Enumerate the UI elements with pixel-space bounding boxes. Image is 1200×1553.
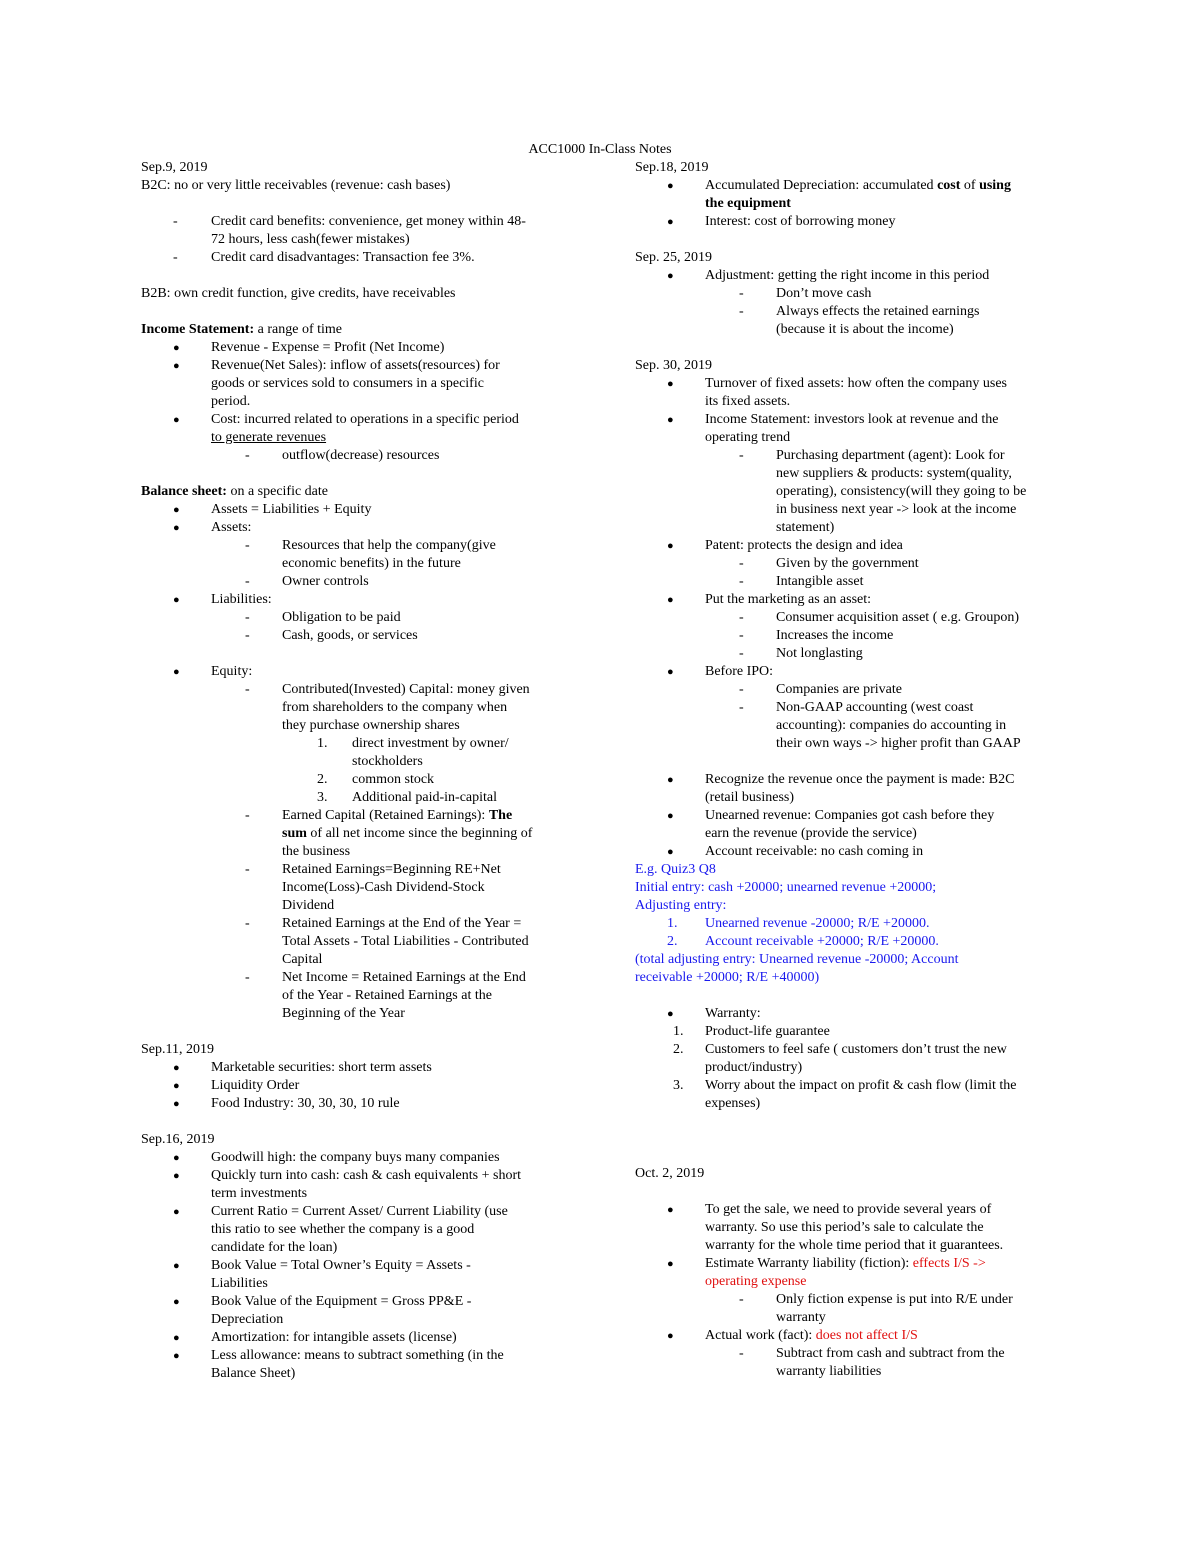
list-item-cont: accounting): companies do accounting in <box>776 718 1007 733</box>
list-item-cont: warranty liabilities <box>776 1364 882 1379</box>
date-heading: Sep.18, 2019 <box>635 160 709 175</box>
list-item: - Retained Earnings at the End of the Year = <box>245 916 522 931</box>
list-item: - Don’t move cash <box>739 286 872 301</box>
list-item: - Credit card benefits: convenience, get money within 48- <box>173 214 526 229</box>
date-heading: Sep.16, 2019 <box>141 1132 215 1147</box>
list-item: ● Book Value = Total Owner’s Equity = Assets - <box>173 1258 471 1273</box>
list-item-cont: operating), consistency(will they going to be <box>776 484 1027 499</box>
list-item-cont: Income(Loss)-Cash Dividend-Stock <box>282 880 485 895</box>
list-item: - Cash, goods, or services <box>245 628 418 643</box>
list-item-cont: this ratio to see whether the company is a good <box>211 1222 475 1237</box>
list-item: ● Less allowance: means to subtract something (in the <box>173 1348 504 1363</box>
list-item: ● Interest: cost of borrowing money <box>667 214 896 229</box>
list-item-cont: they purchase ownership shares <box>282 718 460 733</box>
list-item: ● Warranty: <box>667 1006 761 1021</box>
list-item: - Net Income = Retained Earnings at the End <box>245 970 526 985</box>
list-item: ● Put the marketing as an asset: <box>667 592 872 607</box>
list-item: - Credit card disadvantages: Transaction fee 3%. <box>173 250 475 265</box>
list-item-cont: term investments <box>211 1186 308 1201</box>
list-item: ● To get the sale, we need to provide several years of <box>667 1202 992 1217</box>
list-item: - Non-GAAP accounting (west coast <box>739 700 974 715</box>
list-item: - Obligation to be paid <box>245 610 401 625</box>
list-item-cont: Dividend <box>282 898 335 913</box>
list-item: ● Cost: incurred related to operations in a specific period <box>173 412 519 427</box>
section-heading: Income Statement: a range of time <box>141 322 342 337</box>
list-item: ● Amortization: for intangible assets (license) <box>173 1330 457 1345</box>
list-item: - Increases the income <box>739 628 894 643</box>
numbered-item: 2. common stock <box>317 772 435 787</box>
list-item: ● Assets: <box>173 520 252 535</box>
list-item-cont: Liabilities <box>211 1276 268 1291</box>
list-item-cont: Depreciation <box>211 1312 284 1327</box>
date-heading: Sep.9, 2019 <box>141 160 208 175</box>
list-item: - Owner controls <box>245 574 369 589</box>
numbered-item: 2. Customers to feel safe ( customers don’t trust the new <box>673 1042 1007 1057</box>
numbered-item-cont: product/industry) <box>705 1060 803 1075</box>
list-item-cont: Total Assets - Total Liabilities - Contributed <box>282 934 529 949</box>
list-item: - Resources that help the company(give <box>245 538 496 553</box>
list-item-cont: period. <box>211 394 251 409</box>
list-item-cont: Capital <box>282 952 323 967</box>
list-item: ● Actual work (fact): does not affect I/S <box>667 1328 918 1343</box>
example-heading: E.g. Quiz3 Q8 <box>635 862 716 877</box>
left-column <box>141 159 581 1383</box>
list-item-cont: goods or services sold to consumers in a specific <box>211 376 484 391</box>
list-item: ● Income Statement: investors look at revenue and the <box>667 412 999 427</box>
list-item: ● Liabilities: <box>173 592 272 607</box>
numbered-item: 3. Worry about the impact on profit & cash flow (limit the <box>673 1078 1017 1093</box>
numbered-item: 1. Product-life guarantee <box>673 1024 830 1039</box>
list-item: ● Marketable securities: short term assets <box>173 1060 432 1075</box>
list-item: ● Goodwill high: the company buys many companies <box>173 1150 500 1165</box>
date-heading: Sep.11, 2019 <box>141 1042 214 1057</box>
list-item: ● Unearned revenue: Companies got cash before they <box>667 808 995 823</box>
date-heading: Oct. 2, 2019 <box>635 1166 705 1181</box>
note-line: B2C: no or very little receivables (revenue: cash bases) <box>141 178 451 193</box>
list-item-cont: Balance Sheet) <box>211 1366 296 1381</box>
list-item-cont: operating trend <box>705 430 791 445</box>
list-item-cont: new suppliers & products: system(quality, <box>776 466 1012 481</box>
list-item: ● Revenue - Expense = Profit (Net Income) <box>173 340 445 355</box>
list-item-cont: earn the revenue (provide the service) <box>705 826 917 841</box>
numbered-item: 1. direct investment by owner/ <box>317 736 509 751</box>
list-item-cont: warranty for the whole time period that it guarantees. <box>705 1238 1004 1253</box>
list-item: ● Equity: <box>173 664 253 679</box>
list-item-cont: in business next year -> look at the income <box>776 502 1017 517</box>
list-item-cont: candidate for the loan) <box>211 1240 338 1255</box>
list-item: ● Adjustment: getting the right income in this period <box>667 268 990 283</box>
list-item: - Intangible asset <box>739 574 864 589</box>
list-item: ● Account receivable: no cash coming in <box>667 844 924 859</box>
section-heading: Balance sheet: on a specific date <box>141 484 328 499</box>
page-title: ACC1000 In-Class Notes <box>528 142 672 157</box>
example-line: receivable +20000; R/E +40000) <box>635 970 820 985</box>
list-item: ● Current Ratio = Current Asset/ Current Liability (use <box>173 1204 508 1219</box>
numbered-item: 3. Additional paid-in-capital <box>317 790 498 805</box>
date-heading: Sep. 30, 2019 <box>635 358 712 373</box>
list-item-cont: to generate revenues <box>211 430 327 445</box>
list-item: ● Before IPO: <box>667 664 774 679</box>
list-item-cont: from shareholders to the company when <box>282 700 508 715</box>
list-item-cont: the business <box>282 844 351 859</box>
example-line: (total adjusting entry: Unearned revenue -20000; Account <box>635 952 959 967</box>
list-item: - Not longlasting <box>739 646 863 661</box>
list-item-cont: operating expense <box>705 1274 807 1289</box>
date-heading: Sep. 25, 2019 <box>635 250 712 265</box>
list-item: - Contributed(Invested) Capital: money given <box>245 682 530 697</box>
list-item: - Earned Capital (Retained Earnings): The <box>245 808 513 823</box>
list-item: - Given by the government <box>739 556 919 571</box>
list-item-cont: (retail business) <box>705 790 795 805</box>
list-item: ● Patent: protects the design and idea <box>667 538 903 553</box>
list-item-cont: statement) <box>776 520 835 535</box>
list-item-cont: sum of all net income since the beginning of <box>282 826 533 841</box>
list-item: - Companies are private <box>739 682 902 697</box>
numbered-item: 1. Unearned revenue -20000; R/E +20000. <box>667 916 930 931</box>
list-item: - Consumer acquisition asset ( e.g. Groupon) <box>739 610 1020 625</box>
list-item: ● Quickly turn into cash: cash & cash equivalents + short <box>173 1168 521 1183</box>
list-item: - outflow(decrease) resources <box>245 448 440 463</box>
list-item-cont: Beginning of the Year <box>282 1006 405 1021</box>
list-item: ● Liquidity Order <box>173 1078 300 1093</box>
list-item: ● Recognize the revenue once the payment is made: B2C <box>667 772 1015 787</box>
right-column <box>635 159 1065 1381</box>
list-item-cont: its fixed assets. <box>705 394 791 409</box>
list-item-cont: (because it is about the income) <box>776 322 954 337</box>
example-line: Initial entry: cash +20000; unearned revenue +20000; <box>635 880 937 895</box>
list-item: - Subtract from cash and subtract from the <box>739 1346 1005 1361</box>
list-item-cont: the equipment <box>705 196 791 211</box>
list-item-cont: 72 hours, less cash(fewer mistakes) <box>211 232 410 247</box>
list-item: - Retained Earnings=Beginning RE+Net <box>245 862 501 877</box>
numbered-item: 2. Account receivable +20000; R/E +20000. <box>667 934 939 949</box>
list-item-cont: their own ways -> higher profit than GAAP <box>776 736 1021 751</box>
list-item: ● Turnover of fixed assets: how often the company uses <box>667 376 1007 391</box>
list-item: - Purchasing department (agent): Look for <box>739 448 1005 463</box>
numbered-item-cont: expenses) <box>705 1096 761 1111</box>
list-item: ● Revenue(Net Sales): inflow of assets(resources) for <box>173 358 500 373</box>
note-line: B2B: own credit function, give credits, have receivables <box>141 286 456 301</box>
list-item: - Always effects the retained earnings <box>739 304 980 319</box>
list-item-cont: warranty. So use this period’s sale to calculate the <box>705 1220 984 1235</box>
list-item-cont: of the Year - Retained Earnings at the <box>282 988 492 1003</box>
list-item: - Only fiction expense is put into R/E under <box>739 1292 1013 1307</box>
list-item: ● Food Industry: 30, 30, 30, 10 rule <box>173 1096 400 1111</box>
list-item-cont: warranty <box>776 1310 826 1325</box>
list-item: ● Book Value of the Equipment = Gross PP&E - <box>173 1294 472 1309</box>
numbered-item-cont: stockholders <box>352 754 423 769</box>
list-item-cont: economic benefits) in the future <box>282 556 461 571</box>
list-item: ● Estimate Warranty liability (fiction): effects I/S -> <box>667 1256 986 1271</box>
example-line: Adjusting entry: <box>635 898 727 913</box>
list-item: ● Assets = Liabilities + Equity <box>173 502 372 517</box>
list-item: ● Accumulated Depreciation: accumulated cost of using <box>667 178 1011 193</box>
